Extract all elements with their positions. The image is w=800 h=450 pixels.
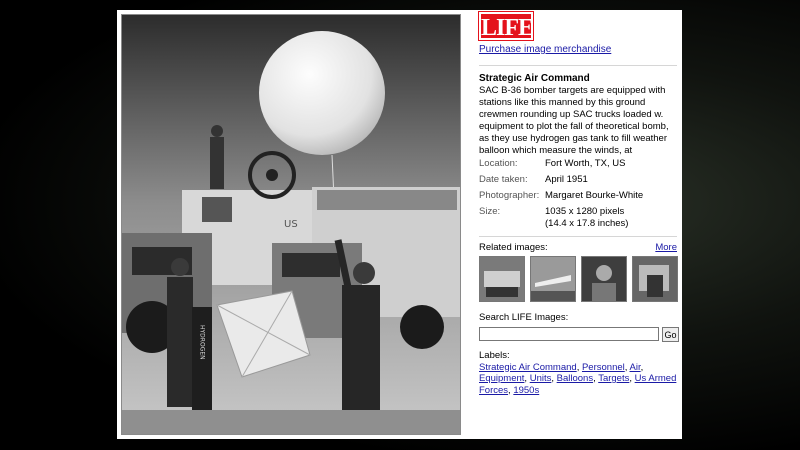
label-link[interactable]: Strategic Air Command	[479, 361, 577, 373]
search-heading: Search LIFE Images:	[479, 312, 569, 323]
label-link[interactable]: Equipment	[479, 373, 525, 384]
photo-description: SAC B-36 bomber targets are equipped with stations like this manned by this ground crewmen rounding up SAC trucks loaded w. equipment to plot the fall of theoretical bomb, as they use hydrogen gas tank to fill weather balloon which measure the winds, at	[479, 85, 669, 156]
related-images-heading: Related images:	[479, 242, 548, 253]
size-inches: (14.4 x 17.8 inches)	[545, 218, 629, 229]
related-thumbnail[interactable]	[530, 256, 576, 302]
main-photo[interactable]	[121, 14, 461, 435]
related-thumbnail[interactable]	[581, 256, 627, 302]
label-link[interactable]: Units	[529, 373, 552, 384]
related-images-header	[479, 242, 677, 253]
search-go-button[interactable]: Go	[662, 327, 679, 342]
related-thumbnail[interactable]	[632, 256, 678, 302]
purchase-merch-link[interactable]: Purchase image merchandise	[479, 44, 612, 55]
label-link[interactable]: Balloons	[556, 373, 594, 384]
location-label: Location:	[479, 158, 518, 169]
photographer-value: Margaret Bourke-White	[545, 190, 644, 201]
label-link[interactable]: Targets	[598, 373, 630, 384]
photo-title: Strategic Air Command	[479, 73, 590, 84]
life-logo[interactable]: LIFE	[479, 12, 533, 40]
tank-text: HYDROGEN	[198, 325, 206, 360]
divider	[479, 236, 677, 237]
photo-illustration	[122, 15, 460, 434]
date-value: April 1951	[545, 174, 588, 185]
size-label: Size:	[479, 206, 501, 217]
labels-heading: Labels:	[479, 350, 510, 361]
location-value: Fort Worth, TX, US	[545, 158, 626, 169]
search-input[interactable]	[479, 327, 659, 341]
photo-metadata	[479, 156, 677, 230]
related-thumbnail[interactable]	[479, 256, 525, 302]
label-link[interactable]: 1950s	[513, 384, 540, 396]
label-link[interactable]: Air	[629, 361, 641, 373]
info-sidebar	[479, 10, 679, 439]
label-link[interactable]: Us Armed Forces	[479, 373, 677, 396]
related-thumbnails	[479, 256, 679, 302]
photographer-label: Photographer:	[479, 190, 540, 201]
image-viewer-panel	[117, 10, 682, 439]
label-link[interactable]: Personnel	[581, 361, 625, 373]
date-label: Date taken:	[479, 174, 528, 185]
more-related-link[interactable]: More	[655, 242, 677, 253]
truck-text: US	[284, 219, 298, 230]
divider	[479, 65, 677, 66]
labels-section: Labels: Strategic Air Command, Personnel, Air, Equipment, Units, Balloons, Targets, Us Armed Forces, 1950s	[479, 350, 677, 396]
size-pixels: 1035 x 1280 pixels	[545, 206, 625, 217]
